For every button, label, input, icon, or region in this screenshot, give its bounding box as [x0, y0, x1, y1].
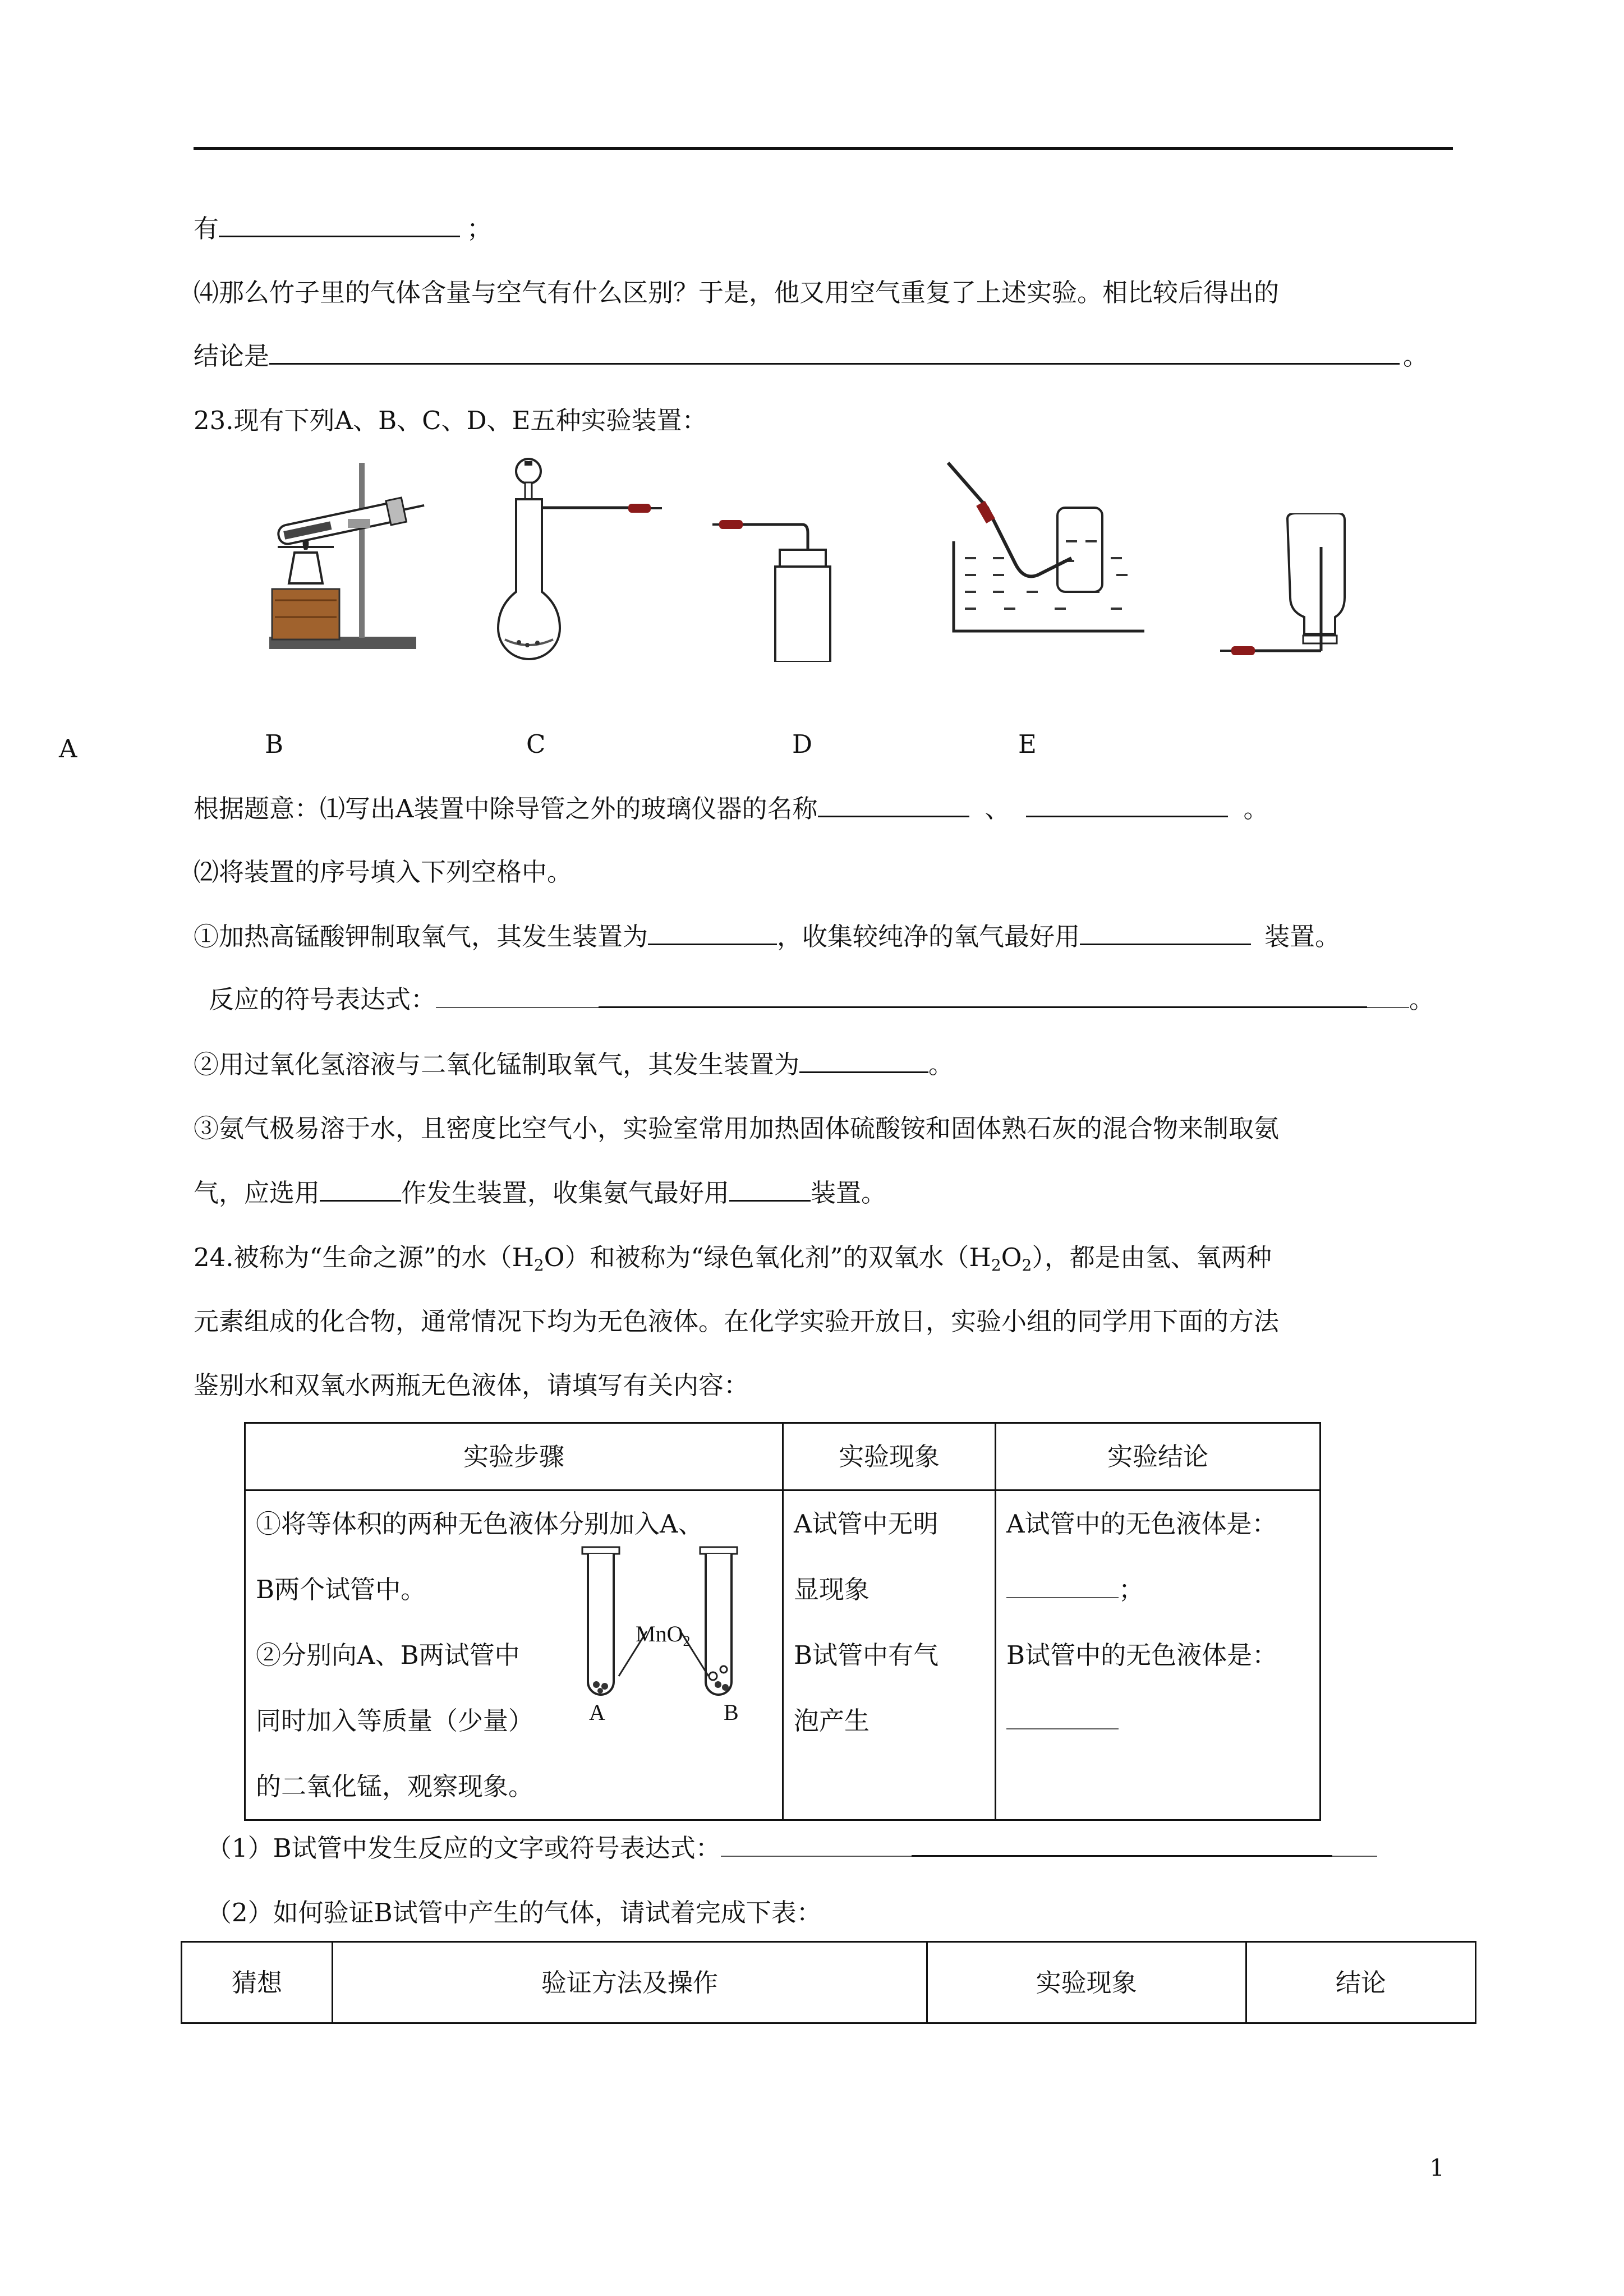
answer-blank[interactable]	[721, 1833, 912, 1857]
q24-sub2: （2）如何验证B试管中产生的气体，请试着完成下表：	[206, 1898, 822, 1927]
q22-line-c: 结论是 。	[194, 341, 1429, 371]
header-conclusion: 实验结论	[996, 1423, 1321, 1490]
answer-blank[interactable]	[269, 341, 1400, 365]
header-conclusion: 结论	[1246, 1942, 1475, 2023]
answer-blank[interactable]	[1080, 921, 1251, 945]
q23-p5: ②用过氧化氢溶液与二氧化锰制取氧气，其发生装置为 。	[194, 1050, 954, 1079]
q22-line-b: ⑷那么竹子里的气体含量与空气有什么区别？于是，他又用空气重复了上述实验。相比较后得出的	[194, 278, 1280, 307]
answer-blank[interactable]	[818, 793, 969, 817]
label-b: B	[265, 729, 284, 759]
answer-blank[interactable]	[912, 1833, 1332, 1857]
q23-p7: 气，应选用 作发生装置，收集氨气最好用 装置。	[194, 1178, 887, 1208]
q22-line-a: 有 ；	[194, 214, 493, 243]
conclusion-line: B试管中的无色液体是：	[1006, 1640, 1278, 1670]
answer-blank[interactable]	[799, 1049, 928, 1073]
step-line: 同时加入等质量（少量）	[256, 1706, 534, 1736]
step-line: B两个试管中。	[256, 1575, 426, 1604]
apparatus-e-figure	[1220, 513, 1355, 662]
q24-line1: 24.被称为“生命之源”的水$(H_2O)$和被称为“绿色氧化剂”的双氧水$(H_2O_2)$，都是由氢、氧两种	[194, 1243, 1272, 1274]
q23-p6: ③氨气极易溶于水，且密度比空气小，实验室常用加热固体硫酸铵和固体熟石灰的混合物来制取氨	[194, 1114, 1280, 1143]
header-phenomenon: 实验现象	[927, 1942, 1246, 2023]
tube-a-label: A	[589, 1700, 605, 1725]
label-c: C	[526, 729, 546, 759]
apparatus-c-figure	[712, 510, 853, 662]
step-line: ①将等体积的两种无色液体分别加入A、	[256, 1509, 703, 1539]
label-a: A	[59, 734, 77, 763]
step-line: ②分别向A、B两试管中	[256, 1640, 520, 1670]
answer-blank[interactable]	[599, 984, 1367, 1008]
q23-p4: 反应的符号表达式： 。	[209, 984, 1435, 1014]
q23-p1: 根据题意：⑴写出A装置中除导管之外的玻璃仪器的名称 、 。	[194, 794, 1269, 823]
header-step: 实验步骤	[245, 1423, 783, 1490]
answer-blank[interactable]	[1367, 984, 1409, 1008]
phenomenon-line: 显现象	[794, 1575, 870, 1604]
apparatus-d-figure	[942, 457, 1144, 637]
conclusion-line: A试管中的无色液体是：	[1006, 1509, 1277, 1539]
answer-blank[interactable]	[219, 213, 460, 237]
conclusion-blank-line: ；	[1006, 1557, 1309, 1622]
header-hypothesis: 猜想	[182, 1942, 333, 2023]
cell-conclusions	[996, 1490, 1321, 1820]
answer-blank[interactable]	[648, 921, 777, 945]
phenomenon-line: 泡产生	[794, 1706, 870, 1736]
q24-line3: 鉴别水和双氧水两瓶无色液体，请填写有关内容：	[194, 1370, 749, 1400]
verification-table	[181, 1941, 1476, 2024]
tube-b-label: B	[724, 1700, 739, 1725]
label-d: D	[792, 729, 813, 759]
q24-sub1: （1）B试管中发生反应的文字或符号表达式：	[206, 1832, 1377, 1865]
phenomenon-line: B试管中有气	[794, 1640, 939, 1670]
q23-p2: ⑵将装置的序号填入下列空格中。	[194, 857, 573, 887]
conclusion-blank-line	[1006, 1688, 1309, 1754]
apparatus-a-figure	[264, 457, 426, 659]
answer-blank[interactable]	[1006, 1575, 1119, 1598]
experiment-table	[244, 1422, 1321, 1821]
q23-p3: ①加热高锰酸钾制取氧气，其发生装置为 ，收集较纯净的氧气最好用 装置。	[194, 922, 1341, 951]
phenomenon-line: A试管中无明	[794, 1509, 938, 1539]
answer-blank[interactable]	[320, 1177, 401, 1202]
answer-blank[interactable]	[1006, 1706, 1119, 1729]
q24-line2: 元素组成的化合物，通常情况下均为无色液体。在化学实验开放日，实验小组的同学用下面的方法	[194, 1306, 1280, 1336]
header-method: 验证方法及操作	[333, 1942, 927, 2023]
q23-title: 23.现有下列A、B、C、D、E五种实验装置：	[194, 406, 707, 435]
apparatus-b-figure	[494, 454, 668, 668]
cell-phenomena	[783, 1490, 996, 1820]
step-line: 的二氧化锰，观察现象。	[256, 1772, 534, 1801]
mno2-label: MnO$_2$	[636, 1621, 691, 1649]
page-number: 1	[1429, 2154, 1444, 2182]
answer-blank[interactable]	[729, 1177, 811, 1202]
header-rule	[194, 147, 1453, 150]
answer-blank[interactable]	[1026, 793, 1228, 817]
cell-steps	[245, 1490, 783, 1820]
header-phenomenon: 实验现象	[783, 1423, 996, 1490]
answer-blank[interactable]	[1332, 1833, 1377, 1857]
answer-blank[interactable]	[436, 984, 599, 1008]
label-e: E	[1018, 729, 1037, 759]
